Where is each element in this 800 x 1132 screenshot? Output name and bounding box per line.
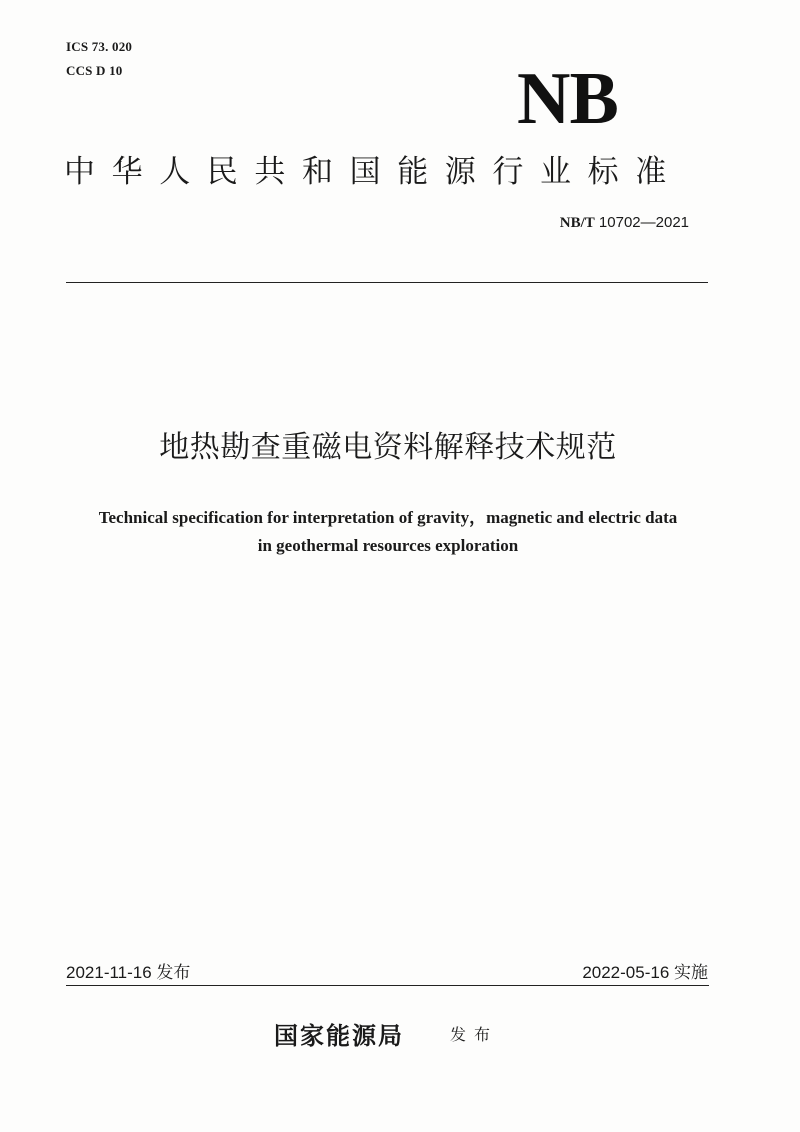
standard-prefix: NB/T xyxy=(559,215,595,231)
standard-type-heading: 中华人民共和国能源行业标准 xyxy=(64,154,683,190)
document-title-english-line2: in geothermal resources exploration xyxy=(257,536,519,555)
issue-date: 2021-11-16 发布 xyxy=(66,963,191,982)
document-title-chinese: 地热勘查重磁电资料解释技术规范 xyxy=(159,430,617,465)
implementation-date: 2022-05-16 实施 xyxy=(582,963,708,982)
nb-logo: NB xyxy=(517,58,618,140)
bottom-divider xyxy=(66,985,709,986)
ics-code: ICS 73. 020 xyxy=(66,39,133,54)
standard-number xyxy=(560,214,689,232)
standard-code: 10702—2021 xyxy=(594,214,689,231)
publisher-name: 国家能源局 xyxy=(274,1022,404,1050)
top-divider xyxy=(66,282,708,283)
publish-label: 发布 xyxy=(450,1025,499,1044)
document-title-english-line1: Technical specification for interpretation of gravity，magnetic and electric data xyxy=(98,508,678,527)
ccs-code: CCS D 10 xyxy=(66,63,123,78)
